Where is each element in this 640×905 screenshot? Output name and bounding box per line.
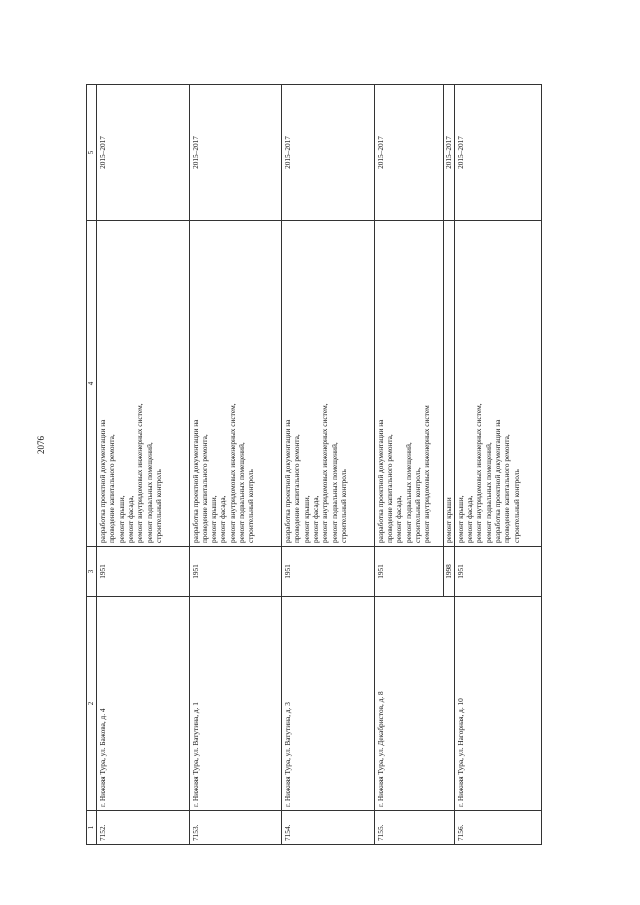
row-number: 7156. [454, 811, 541, 845]
work-item: ремонт подвальных помещений, [403, 442, 413, 543]
work-item: ремонт подвальных помещений, [144, 442, 154, 543]
work-item: проведение капитального ремонта, [292, 434, 302, 543]
work-item: ремонт внутридомовых инженерных систем, [227, 403, 237, 543]
repair-period: 2015–2017 [96, 85, 189, 221]
row-number: 7152. [96, 811, 189, 845]
header-row [87, 85, 97, 845]
table-row [374, 85, 443, 845]
work-item: разработка проектной документации на [493, 419, 503, 543]
work-item: ремонт крыши, [116, 495, 126, 543]
work-item: строительный контроль [153, 469, 163, 543]
row-number: 7153. [189, 811, 282, 845]
construction-year: 1998 [443, 547, 454, 597]
row-number: 7155. [374, 811, 454, 845]
table-row [189, 85, 282, 845]
construction-year: 1951 [454, 547, 541, 597]
works-list [374, 221, 443, 547]
repair-schedule-table [86, 84, 542, 845]
work-item: проведение капитального ремонта, [199, 434, 209, 543]
work-item: разработка проектной документации на [97, 419, 107, 543]
work-item: ремонт фасада, [311, 495, 321, 543]
work-item: ремонт фасада, [465, 495, 475, 543]
work-item: строительный контроль [339, 469, 349, 543]
column-header: 4 [87, 221, 97, 547]
work-item: проведение капитального ремонта, [107, 434, 117, 543]
works-list [189, 221, 282, 547]
row-number: 7154. [282, 811, 375, 845]
building-address: г. Нижняя Тура, ул. Ватутина, д. 3 [282, 597, 375, 811]
work-item: разработка проектной документации на [283, 419, 293, 543]
repair-period: 2015–2017 [443, 85, 454, 221]
repair-period: 2015–2017 [282, 85, 375, 221]
work-item: проведение капитального ремонта, [384, 434, 394, 543]
column-header: 5 [87, 85, 97, 221]
building-address: г. Нижняя Тура, ул. Ватутина, д. 1 [189, 597, 282, 811]
construction-year: 1951 [189, 547, 282, 597]
work-item: ремонт внутридомовых инженерных систем, [320, 403, 330, 543]
building-address: г. Нижняя Тура, ул. Бажова, д. 4 [96, 597, 189, 811]
work-item: ремонт внутридомовых инженерных систем, [474, 403, 484, 543]
table-row [96, 85, 189, 845]
repair-period: 2015–2017 [454, 85, 541, 221]
work-item: ремонт подвальных помещений, [483, 442, 493, 543]
construction-year: 1951 [374, 547, 443, 597]
work-item: строительный контроль [511, 469, 521, 543]
column-header: 2 [87, 597, 97, 811]
work-item: ремонт внутридомовых инженерных систем [422, 405, 432, 543]
building-address: г. Нижняя Тура, ул. Декабристов, д. 8 [374, 597, 454, 811]
work-item: разработка проектной документации на [375, 419, 385, 543]
works-list [443, 221, 454, 547]
work-item: разработка проектной документации на [190, 419, 200, 543]
repair-period: 2015–2017 [374, 85, 443, 221]
works-list [282, 221, 375, 547]
work-item: строительный контроль, [412, 467, 422, 543]
work-item: ремонт фасада, [125, 495, 135, 543]
column-header: 1 [87, 811, 97, 845]
work-item: ремонт подвальных помещений, [329, 442, 339, 543]
works-list [454, 221, 541, 547]
page-number: 2076 [36, 436, 46, 454]
work-item: ремонт внутридомовых инженерных систем, [135, 403, 145, 543]
construction-year: 1951 [282, 547, 375, 597]
work-item: ремонт фасада, [218, 495, 228, 543]
work-item: ремонт крыши [443, 497, 453, 543]
building-address: г. Нижняя Тура, ул. Нагорная, д. 10 [454, 597, 541, 811]
work-item: проведение капитального ремонта, [502, 434, 512, 543]
rotated-table-wrapper [86, 85, 542, 845]
work-item: ремонт фасада, [394, 495, 404, 543]
work-item: ремонт крыши, [455, 495, 465, 543]
work-item: ремонт крыши, [301, 495, 311, 543]
works-list [96, 221, 189, 547]
work-item: ремонт крыши, [209, 495, 219, 543]
table-row [282, 85, 375, 845]
construction-year: 1951 [96, 547, 189, 597]
work-item: строительный контроль [246, 469, 256, 543]
repair-period: 2015–2017 [189, 85, 282, 221]
column-header: 3 [87, 547, 97, 597]
work-item: ремонт подвальных помещений, [237, 442, 247, 543]
table-row [454, 85, 541, 845]
